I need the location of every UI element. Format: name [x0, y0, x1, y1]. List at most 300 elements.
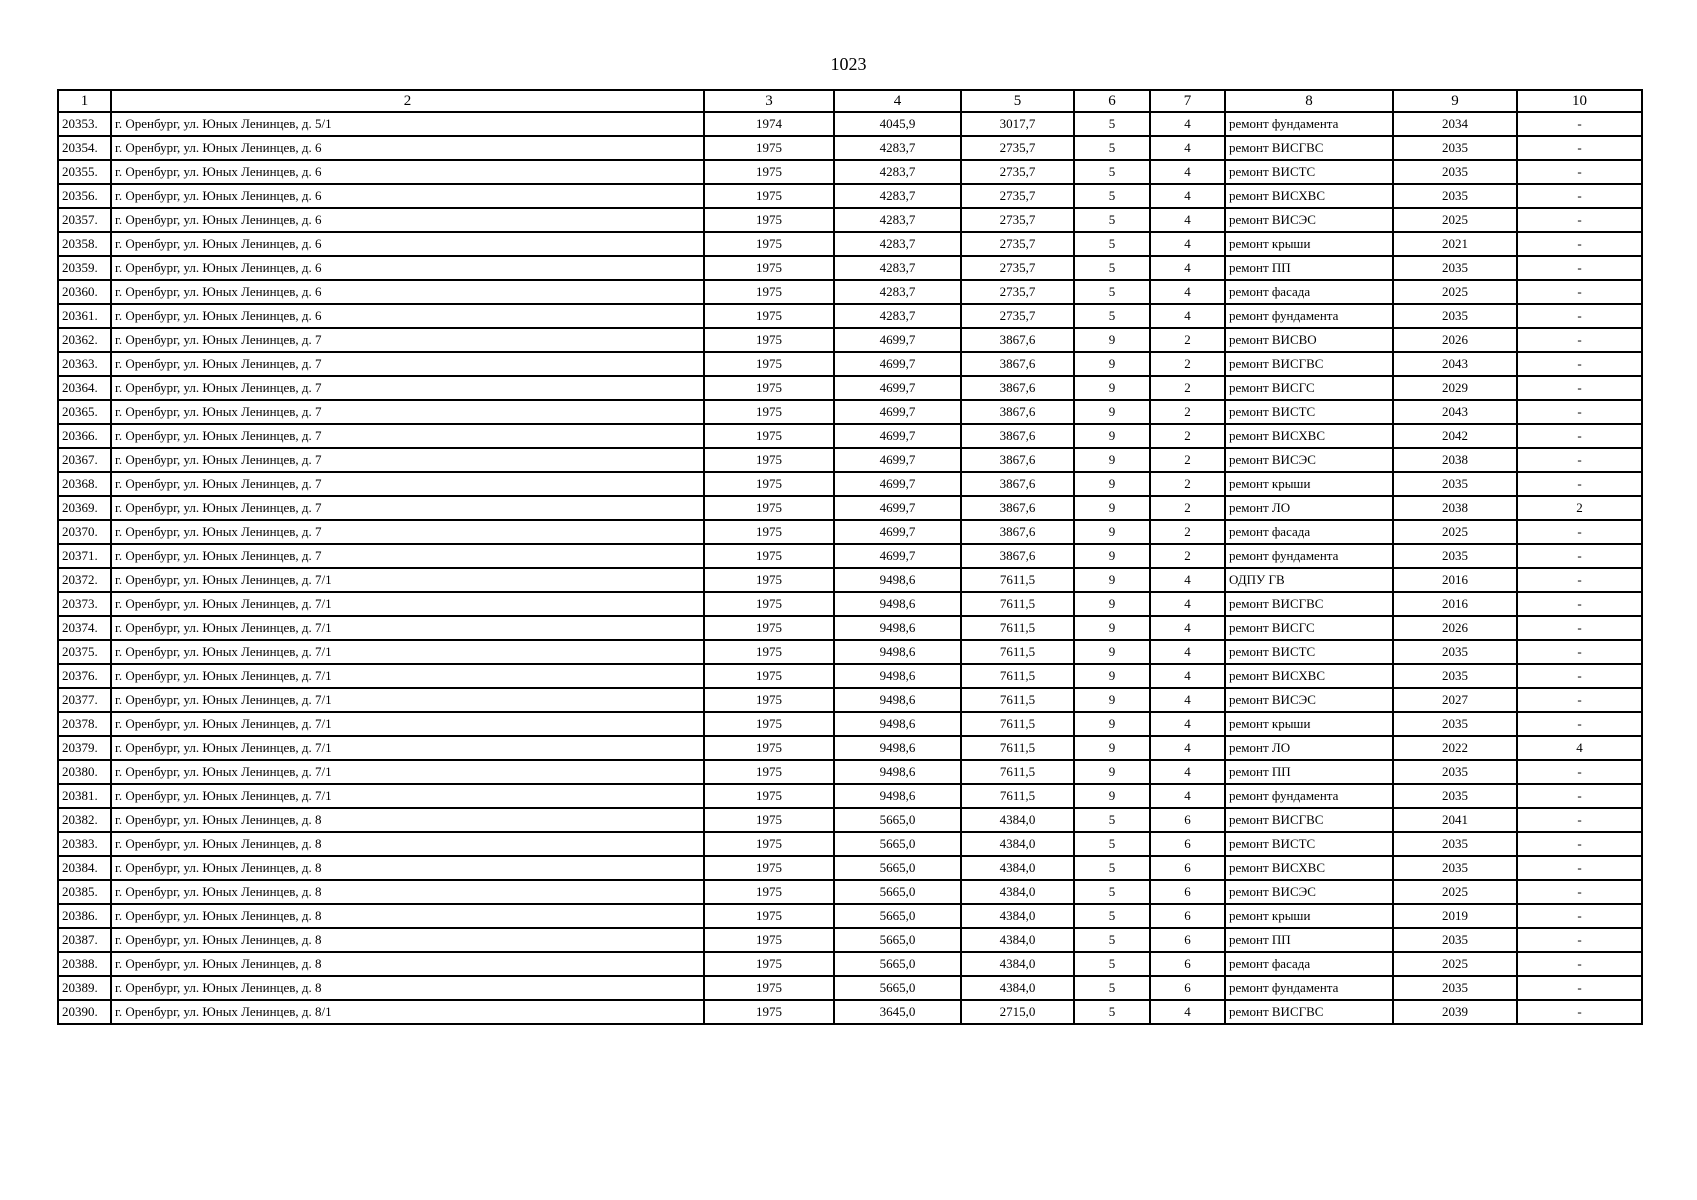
- cell-address: г. Оренбург, ул. Юных Ленинцев, д. 7: [111, 328, 704, 352]
- cell-planned-year: 2027: [1393, 688, 1517, 712]
- cell-entrances: 6: [1150, 952, 1225, 976]
- cell-living-area: 7611,5: [961, 736, 1074, 760]
- cell-planned-year: 2025: [1393, 280, 1517, 304]
- cell-address: г. Оренбург, ул. Юных Ленинцев, д. 7/1: [111, 688, 704, 712]
- cell-note: -: [1517, 544, 1642, 568]
- cell-floors: 9: [1074, 448, 1150, 472]
- cell-row-number: 20380.: [58, 760, 111, 784]
- cell-living-area: 2735,7: [961, 304, 1074, 328]
- cell-row-number: 20374.: [58, 616, 111, 640]
- cell-note: -: [1517, 616, 1642, 640]
- cell-planned-year: 2035: [1393, 136, 1517, 160]
- cell-work-type: ремонт ВИСГС: [1225, 616, 1393, 640]
- cell-entrances: 6: [1150, 880, 1225, 904]
- cell-note: -: [1517, 280, 1642, 304]
- cell-total-area: 9498,6: [834, 712, 961, 736]
- cell-planned-year: 2035: [1393, 856, 1517, 880]
- cell-floors: 5: [1074, 976, 1150, 1000]
- cell-planned-year: 2042: [1393, 424, 1517, 448]
- cell-planned-year: 2025: [1393, 520, 1517, 544]
- cell-work-type: ремонт фундамента: [1225, 544, 1393, 568]
- cell-row-number: 20368.: [58, 472, 111, 496]
- table-row: [58, 520, 1642, 544]
- cell-address: г. Оренбург, ул. Юных Ленинцев, д. 8/1: [111, 1000, 704, 1024]
- cell-work-type: ремонт ВИСТС: [1225, 832, 1393, 856]
- cell-note: -: [1517, 232, 1642, 256]
- cell-planned-year: 2035: [1393, 304, 1517, 328]
- cell-note: -: [1517, 664, 1642, 688]
- cell-floors: 5: [1074, 256, 1150, 280]
- cell-floors: 9: [1074, 400, 1150, 424]
- cell-work-type: ремонт фасада: [1225, 280, 1393, 304]
- cell-year-built: 1975: [704, 616, 834, 640]
- cell-work-type: ремонт ПП: [1225, 760, 1393, 784]
- cell-work-type: ремонт ВИСХВС: [1225, 184, 1393, 208]
- cell-planned-year: 2016: [1393, 568, 1517, 592]
- cell-planned-year: 2019: [1393, 904, 1517, 928]
- cell-planned-year: 2034: [1393, 112, 1517, 136]
- cell-address: г. Оренбург, ул. Юных Ленинцев, д. 7/1: [111, 616, 704, 640]
- cell-note: -: [1517, 808, 1642, 832]
- cell-address: г. Оренбург, ул. Юных Ленинцев, д. 6: [111, 256, 704, 280]
- cell-year-built: 1975: [704, 664, 834, 688]
- cell-year-built: 1975: [704, 688, 834, 712]
- cell-floors: 5: [1074, 880, 1150, 904]
- cell-living-area: 7611,5: [961, 688, 1074, 712]
- cell-living-area: 7611,5: [961, 664, 1074, 688]
- cell-row-number: 20377.: [58, 688, 111, 712]
- cell-floors: 9: [1074, 472, 1150, 496]
- cell-total-area: 4283,7: [834, 232, 961, 256]
- cell-planned-year: 2025: [1393, 208, 1517, 232]
- cell-planned-year: 2035: [1393, 928, 1517, 952]
- cell-year-built: 1975: [704, 880, 834, 904]
- cell-living-area: 2735,7: [961, 256, 1074, 280]
- cell-living-area: 4384,0: [961, 928, 1074, 952]
- cell-living-area: 2715,0: [961, 1000, 1074, 1024]
- cell-row-number: 20357.: [58, 208, 111, 232]
- table-row: [58, 568, 1642, 592]
- cell-living-area: 4384,0: [961, 856, 1074, 880]
- cell-note: -: [1517, 160, 1642, 184]
- cell-row-number: 20384.: [58, 856, 111, 880]
- table-row: [58, 976, 1642, 1000]
- cell-work-type: ремонт крыши: [1225, 712, 1393, 736]
- cell-row-number: 20364.: [58, 376, 111, 400]
- cell-row-number: 20360.: [58, 280, 111, 304]
- cell-address: г. Оренбург, ул. Юных Ленинцев, д. 6: [111, 160, 704, 184]
- cell-floors: 9: [1074, 664, 1150, 688]
- cell-living-area: 3867,6: [961, 496, 1074, 520]
- column-number-header-row: [58, 90, 1642, 112]
- cell-planned-year: 2043: [1393, 400, 1517, 424]
- table-body: [58, 112, 1642, 1024]
- cell-entrances: 4: [1150, 664, 1225, 688]
- cell-total-area: 4699,7: [834, 400, 961, 424]
- cell-floors: 5: [1074, 928, 1150, 952]
- cell-note: -: [1517, 784, 1642, 808]
- cell-living-area: 3867,6: [961, 328, 1074, 352]
- cell-total-area: 9498,6: [834, 616, 961, 640]
- cell-address: г. Оренбург, ул. Юных Ленинцев, д. 8: [111, 952, 704, 976]
- cell-floors: 5: [1074, 112, 1150, 136]
- column-header-2: 2: [111, 90, 704, 112]
- cell-address: г. Оренбург, ул. Юных Ленинцев, д. 8: [111, 976, 704, 1000]
- cell-floors: 5: [1074, 832, 1150, 856]
- cell-note: -: [1517, 424, 1642, 448]
- column-header-3: 3: [704, 90, 834, 112]
- cell-living-area: 3867,6: [961, 544, 1074, 568]
- cell-year-built: 1975: [704, 376, 834, 400]
- table-row: [58, 1000, 1642, 1024]
- cell-total-area: 4283,7: [834, 256, 961, 280]
- cell-year-built: 1975: [704, 160, 834, 184]
- cell-entrances: 4: [1150, 568, 1225, 592]
- cell-work-type: ремонт ВИСГВС: [1225, 592, 1393, 616]
- cell-year-built: 1975: [704, 904, 834, 928]
- column-header-8: 8: [1225, 90, 1393, 112]
- cell-year-built: 1975: [704, 592, 834, 616]
- cell-living-area: 4384,0: [961, 808, 1074, 832]
- cell-year-built: 1975: [704, 832, 834, 856]
- cell-address: г. Оренбург, ул. Юных Ленинцев, д. 7/1: [111, 592, 704, 616]
- cell-floors: 9: [1074, 640, 1150, 664]
- column-header-10: 10: [1517, 90, 1642, 112]
- cell-address: г. Оренбург, ул. Юных Ленинцев, д. 6: [111, 280, 704, 304]
- cell-address: г. Оренбург, ул. Юных Ленинцев, д. 7/1: [111, 664, 704, 688]
- cell-address: г. Оренбург, ул. Юных Ленинцев, д. 7: [111, 376, 704, 400]
- cell-living-area: 3867,6: [961, 448, 1074, 472]
- cell-total-area: 4283,7: [834, 304, 961, 328]
- table-row: [58, 616, 1642, 640]
- cell-year-built: 1975: [704, 280, 834, 304]
- table-row: [58, 304, 1642, 328]
- cell-note: -: [1517, 976, 1642, 1000]
- table-row: [58, 880, 1642, 904]
- cell-year-built: 1974: [704, 112, 834, 136]
- cell-address: г. Оренбург, ул. Юных Ленинцев, д. 7: [111, 352, 704, 376]
- cell-planned-year: 2035: [1393, 472, 1517, 496]
- cell-living-area: 7611,5: [961, 616, 1074, 640]
- cell-address: г. Оренбург, ул. Юных Ленинцев, д. 7: [111, 424, 704, 448]
- cell-year-built: 1975: [704, 976, 834, 1000]
- cell-floors: 5: [1074, 904, 1150, 928]
- cell-floors: 9: [1074, 352, 1150, 376]
- cell-floors: 5: [1074, 808, 1150, 832]
- cell-floors: 9: [1074, 736, 1150, 760]
- cell-row-number: 20363.: [58, 352, 111, 376]
- cell-entrances: 6: [1150, 808, 1225, 832]
- cell-address: г. Оренбург, ул. Юных Ленинцев, д. 7: [111, 472, 704, 496]
- cell-year-built: 1975: [704, 952, 834, 976]
- table-row: [58, 160, 1642, 184]
- cell-entrances: 4: [1150, 688, 1225, 712]
- cell-year-built: 1975: [704, 736, 834, 760]
- cell-work-type: ремонт ВИСХВС: [1225, 856, 1393, 880]
- cell-living-area: 2735,7: [961, 208, 1074, 232]
- cell-year-built: 1975: [704, 1000, 834, 1024]
- cell-floors: 9: [1074, 328, 1150, 352]
- cell-row-number: 20382.: [58, 808, 111, 832]
- cell-note: -: [1517, 328, 1642, 352]
- cell-year-built: 1975: [704, 256, 834, 280]
- cell-floors: 5: [1074, 232, 1150, 256]
- table-row: [58, 400, 1642, 424]
- cell-row-number: 20359.: [58, 256, 111, 280]
- cell-entrances: 4: [1150, 160, 1225, 184]
- cell-planned-year: 2025: [1393, 880, 1517, 904]
- cell-total-area: 4699,7: [834, 328, 961, 352]
- cell-address: г. Оренбург, ул. Юных Ленинцев, д. 7/1: [111, 712, 704, 736]
- cell-year-built: 1975: [704, 784, 834, 808]
- cell-living-area: 2735,7: [961, 160, 1074, 184]
- cell-work-type: ремонт ВИСГС: [1225, 376, 1393, 400]
- cell-planned-year: 2035: [1393, 184, 1517, 208]
- cell-planned-year: 2035: [1393, 256, 1517, 280]
- cell-floors: 9: [1074, 520, 1150, 544]
- cell-entrances: 4: [1150, 616, 1225, 640]
- cell-work-type: ремонт ВИСГВС: [1225, 808, 1393, 832]
- cell-row-number: 20389.: [58, 976, 111, 1000]
- cell-note: -: [1517, 832, 1642, 856]
- cell-row-number: 20361.: [58, 304, 111, 328]
- cell-planned-year: 2035: [1393, 712, 1517, 736]
- cell-year-built: 1975: [704, 352, 834, 376]
- cell-row-number: 20356.: [58, 184, 111, 208]
- cell-address: г. Оренбург, ул. Юных Ленинцев, д. 6: [111, 232, 704, 256]
- cell-row-number: 20375.: [58, 640, 111, 664]
- cell-floors: 5: [1074, 304, 1150, 328]
- cell-note: 2: [1517, 496, 1642, 520]
- column-header-7: 7: [1150, 90, 1225, 112]
- cell-row-number: 20372.: [58, 568, 111, 592]
- cell-year-built: 1975: [704, 544, 834, 568]
- cell-total-area: 9498,6: [834, 784, 961, 808]
- cell-floors: 5: [1074, 136, 1150, 160]
- cell-address: г. Оренбург, ул. Юных Ленинцев, д. 7: [111, 400, 704, 424]
- cell-row-number: 20386.: [58, 904, 111, 928]
- cell-total-area: 4045,9: [834, 112, 961, 136]
- cell-note: -: [1517, 352, 1642, 376]
- cell-total-area: 4699,7: [834, 424, 961, 448]
- cell-year-built: 1975: [704, 928, 834, 952]
- cell-planned-year: 2035: [1393, 160, 1517, 184]
- table-row: [58, 448, 1642, 472]
- cell-work-type: ремонт фундамента: [1225, 784, 1393, 808]
- cell-address: г. Оренбург, ул. Юных Ленинцев, д. 8: [111, 856, 704, 880]
- cell-floors: 9: [1074, 376, 1150, 400]
- cell-row-number: 20358.: [58, 232, 111, 256]
- cell-address: г. Оренбург, ул. Юных Ленинцев, д. 8: [111, 904, 704, 928]
- cell-planned-year: 2025: [1393, 952, 1517, 976]
- cell-planned-year: 2039: [1393, 1000, 1517, 1024]
- cell-year-built: 1975: [704, 232, 834, 256]
- column-header-6: 6: [1074, 90, 1150, 112]
- cell-entrances: 6: [1150, 928, 1225, 952]
- cell-row-number: 20385.: [58, 880, 111, 904]
- cell-planned-year: 2035: [1393, 760, 1517, 784]
- cell-total-area: 4699,7: [834, 544, 961, 568]
- cell-total-area: 9498,6: [834, 688, 961, 712]
- table-row: [58, 640, 1642, 664]
- cell-entrances: 4: [1150, 232, 1225, 256]
- cell-work-type: ремонт ВИСВО: [1225, 328, 1393, 352]
- cell-work-type: ремонт ВИСГВС: [1225, 352, 1393, 376]
- table-row: [58, 352, 1642, 376]
- cell-note: -: [1517, 184, 1642, 208]
- cell-note: -: [1517, 208, 1642, 232]
- cell-row-number: 20379.: [58, 736, 111, 760]
- cell-row-number: 20388.: [58, 952, 111, 976]
- cell-total-area: 4699,7: [834, 352, 961, 376]
- cell-work-type: ремонт ЛО: [1225, 736, 1393, 760]
- cell-entrances: 4: [1150, 280, 1225, 304]
- table-row: [58, 592, 1642, 616]
- cell-note: -: [1517, 880, 1642, 904]
- cell-address: г. Оренбург, ул. Юных Ленинцев, д. 7/1: [111, 568, 704, 592]
- cell-year-built: 1975: [704, 856, 834, 880]
- cell-note: -: [1517, 952, 1642, 976]
- cell-total-area: 5665,0: [834, 856, 961, 880]
- cell-floors: 5: [1074, 280, 1150, 304]
- table-row: [58, 280, 1642, 304]
- cell-address: г. Оренбург, ул. Юных Ленинцев, д. 6: [111, 208, 704, 232]
- cell-total-area: 5665,0: [834, 928, 961, 952]
- cell-total-area: 9498,6: [834, 736, 961, 760]
- cell-note: -: [1517, 376, 1642, 400]
- cell-note: -: [1517, 856, 1642, 880]
- cell-living-area: 4384,0: [961, 880, 1074, 904]
- cell-note: -: [1517, 712, 1642, 736]
- cell-planned-year: 2016: [1393, 592, 1517, 616]
- cell-total-area: 4699,7: [834, 472, 961, 496]
- cell-floors: 9: [1074, 544, 1150, 568]
- cell-living-area: 7611,5: [961, 784, 1074, 808]
- cell-work-type: ремонт крыши: [1225, 232, 1393, 256]
- cell-row-number: 20366.: [58, 424, 111, 448]
- cell-entrances: 4: [1150, 736, 1225, 760]
- cell-work-type: ремонт ВИСХВС: [1225, 664, 1393, 688]
- cell-row-number: 20355.: [58, 160, 111, 184]
- cell-total-area: 9498,6: [834, 568, 961, 592]
- cell-total-area: 9498,6: [834, 664, 961, 688]
- cell-floors: 9: [1074, 616, 1150, 640]
- cell-note: -: [1517, 640, 1642, 664]
- page-number: 1023: [830, 54, 867, 74]
- cell-planned-year: 2029: [1393, 376, 1517, 400]
- cell-row-number: 20354.: [58, 136, 111, 160]
- cell-work-type: ремонт ЛО: [1225, 496, 1393, 520]
- cell-address: г. Оренбург, ул. Юных Ленинцев, д. 7/1: [111, 640, 704, 664]
- cell-total-area: 4699,7: [834, 496, 961, 520]
- cell-note: -: [1517, 688, 1642, 712]
- cell-note: 4: [1517, 736, 1642, 760]
- column-header-9: 9: [1393, 90, 1517, 112]
- cell-address: г. Оренбург, ул. Юных Ленинцев, д. 8: [111, 928, 704, 952]
- cell-entrances: 4: [1150, 712, 1225, 736]
- cell-entrances: 6: [1150, 904, 1225, 928]
- cell-floors: 5: [1074, 184, 1150, 208]
- table-row: [58, 184, 1642, 208]
- cell-work-type: ремонт фасада: [1225, 952, 1393, 976]
- cell-planned-year: 2038: [1393, 448, 1517, 472]
- cell-address: г. Оренбург, ул. Юных Ленинцев, д. 7/1: [111, 736, 704, 760]
- cell-floors: 9: [1074, 712, 1150, 736]
- cell-living-area: 2735,7: [961, 136, 1074, 160]
- cell-row-number: 20362.: [58, 328, 111, 352]
- cell-living-area: 2735,7: [961, 184, 1074, 208]
- cell-living-area: 4384,0: [961, 952, 1074, 976]
- cell-work-type: ремонт ВИСГВС: [1225, 136, 1393, 160]
- cell-planned-year: 2026: [1393, 616, 1517, 640]
- cell-note: -: [1517, 520, 1642, 544]
- cell-entrances: 4: [1150, 592, 1225, 616]
- cell-work-type: ремонт ВИСТС: [1225, 640, 1393, 664]
- cell-row-number: 20376.: [58, 664, 111, 688]
- cell-year-built: 1975: [704, 304, 834, 328]
- cell-total-area: 4283,7: [834, 208, 961, 232]
- cell-total-area: 9498,6: [834, 640, 961, 664]
- cell-total-area: 4283,7: [834, 280, 961, 304]
- cell-year-built: 1975: [704, 496, 834, 520]
- cell-note: -: [1517, 448, 1642, 472]
- cell-living-area: 7611,5: [961, 592, 1074, 616]
- cell-year-built: 1975: [704, 184, 834, 208]
- cell-year-built: 1975: [704, 568, 834, 592]
- cell-floors: 9: [1074, 760, 1150, 784]
- cell-row-number: 20365.: [58, 400, 111, 424]
- cell-floors: 5: [1074, 160, 1150, 184]
- cell-address: г. Оренбург, ул. Юных Ленинцев, д. 6: [111, 184, 704, 208]
- cell-total-area: 5665,0: [834, 904, 961, 928]
- cell-living-area: 4384,0: [961, 976, 1074, 1000]
- cell-planned-year: 2035: [1393, 784, 1517, 808]
- cell-work-type: ремонт ВИСЭС: [1225, 880, 1393, 904]
- cell-note: -: [1517, 904, 1642, 928]
- cell-note: -: [1517, 1000, 1642, 1024]
- cell-planned-year: 2035: [1393, 640, 1517, 664]
- cell-living-area: 3867,6: [961, 352, 1074, 376]
- cell-living-area: 3867,6: [961, 400, 1074, 424]
- cell-entrances: 2: [1150, 352, 1225, 376]
- cell-note: -: [1517, 568, 1642, 592]
- cell-total-area: 4699,7: [834, 520, 961, 544]
- cell-total-area: 4283,7: [834, 136, 961, 160]
- cell-address: г. Оренбург, ул. Юных Ленинцев, д. 7/1: [111, 784, 704, 808]
- table-row: [58, 784, 1642, 808]
- cell-total-area: 5665,0: [834, 832, 961, 856]
- cell-planned-year: 2035: [1393, 832, 1517, 856]
- cell-note: -: [1517, 760, 1642, 784]
- cell-floors: 5: [1074, 856, 1150, 880]
- cell-entrances: 2: [1150, 376, 1225, 400]
- column-header-5: 5: [961, 90, 1074, 112]
- cell-row-number: 20390.: [58, 1000, 111, 1024]
- cell-work-type: ОДПУ ГВ: [1225, 568, 1393, 592]
- cell-year-built: 1975: [704, 448, 834, 472]
- table-row: [58, 664, 1642, 688]
- cell-living-area: 7611,5: [961, 640, 1074, 664]
- cell-total-area: 3645,0: [834, 1000, 961, 1024]
- cell-living-area: 3017,7: [961, 112, 1074, 136]
- cell-address: г. Оренбург, ул. Юных Ленинцев, д. 8: [111, 832, 704, 856]
- cell-address: г. Оренбург, ул. Юных Ленинцев, д. 7: [111, 448, 704, 472]
- table-row: [58, 952, 1642, 976]
- cell-entrances: 4: [1150, 640, 1225, 664]
- cell-note: -: [1517, 112, 1642, 136]
- cell-entrances: 4: [1150, 112, 1225, 136]
- cell-note: -: [1517, 400, 1642, 424]
